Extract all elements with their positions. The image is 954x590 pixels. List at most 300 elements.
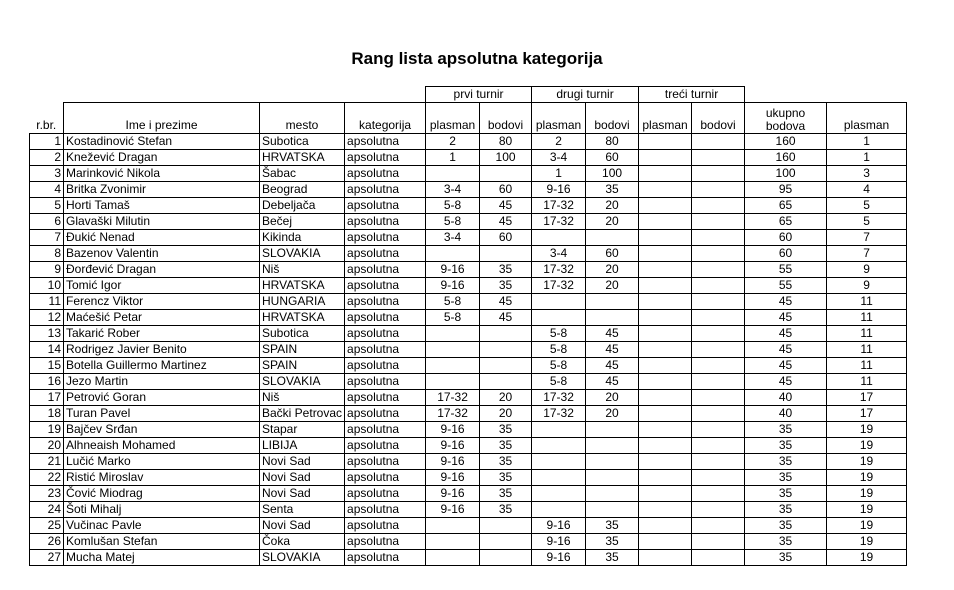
- player-category: apsolutna: [345, 310, 426, 326]
- row-number: 11: [30, 294, 64, 310]
- t2-points: 45: [586, 326, 639, 342]
- player-name: Ristić Miroslav: [64, 470, 260, 486]
- t2-points: [586, 422, 639, 438]
- player-city: HRVATSKA: [260, 310, 345, 326]
- t3-points: [692, 230, 745, 246]
- final-placement: 11: [827, 326, 907, 342]
- table-row: [30, 198, 907, 214]
- t2-placement: 5-8: [532, 326, 586, 342]
- player-category: apsolutna: [345, 326, 426, 342]
- t2-placement: [532, 486, 586, 502]
- total-points: 40: [745, 390, 827, 406]
- player-category: apsolutna: [345, 422, 426, 438]
- t3-placement: [639, 470, 692, 486]
- final-placement: 9: [827, 278, 907, 294]
- table-row: [30, 438, 907, 454]
- t1-points: [480, 550, 532, 566]
- t2-placement: 17-32: [532, 278, 586, 294]
- tournament-2-header: drugi turnir: [532, 87, 639, 103]
- player-city: Senta: [260, 502, 345, 518]
- total-points: 160: [745, 134, 827, 150]
- player-category: apsolutna: [345, 198, 426, 214]
- t1-points: 35: [480, 502, 532, 518]
- player-category: apsolutna: [345, 470, 426, 486]
- player-name: Maćešić Petar: [64, 310, 260, 326]
- player-city: SPAIN: [260, 342, 345, 358]
- player-city: SPAIN: [260, 358, 345, 374]
- player-city: Subotica: [260, 134, 345, 150]
- t2-placement: 17-32: [532, 390, 586, 406]
- row-number: 16: [30, 374, 64, 390]
- player-name: Rodrigez Javier Benito: [64, 342, 260, 358]
- player-name: Marinković Nikola: [64, 166, 260, 182]
- t3-placement: [639, 230, 692, 246]
- player-name: Ferencz Viktor: [64, 294, 260, 310]
- t3-points: [692, 310, 745, 326]
- t1-placement: 9-16: [426, 262, 480, 278]
- player-city: Niš: [260, 262, 345, 278]
- t3-points: [692, 294, 745, 310]
- t1-placement: [426, 358, 480, 374]
- t2-points: 60: [586, 150, 639, 166]
- total-points: 45: [745, 326, 827, 342]
- total-points: 60: [745, 230, 827, 246]
- t3-points: [692, 502, 745, 518]
- tournament-1-header: prvi turnir: [426, 87, 532, 103]
- table-row: [30, 358, 907, 374]
- t2-points: 20: [586, 198, 639, 214]
- row-number: 3: [30, 166, 64, 182]
- player-city: Niš: [260, 390, 345, 406]
- t1-points: 35: [480, 262, 532, 278]
- t1-placement: 17-32: [426, 406, 480, 422]
- player-name: Kostadinović Stefan: [64, 134, 260, 150]
- player-city: Debeljača: [260, 198, 345, 214]
- table-row: [30, 342, 907, 358]
- t1-points: 35: [480, 454, 532, 470]
- total-points: 45: [745, 374, 827, 390]
- t3-placement: [639, 454, 692, 470]
- total-points: 60: [745, 246, 827, 262]
- player-category: apsolutna: [345, 550, 426, 566]
- player-category: apsolutna: [345, 150, 426, 166]
- t3-placement: [639, 486, 692, 502]
- t1-placement: 5-8: [426, 310, 480, 326]
- total-points: 95: [745, 182, 827, 198]
- player-category: apsolutna: [345, 406, 426, 422]
- t2-points: [586, 454, 639, 470]
- player-name: Takarić Rober: [64, 326, 260, 342]
- player-city: Šabac: [260, 166, 345, 182]
- t3-points: [692, 150, 745, 166]
- player-city: LIBIJA: [260, 438, 345, 454]
- table-row: [30, 390, 907, 406]
- total-points: 35: [745, 470, 827, 486]
- player-name: Turan Pavel: [64, 406, 260, 422]
- player-city: Subotica: [260, 326, 345, 342]
- player-city: HRVATSKA: [260, 278, 345, 294]
- player-city: SLOVAKIA: [260, 374, 345, 390]
- player-category: apsolutna: [345, 502, 426, 518]
- t1-points: 35: [480, 486, 532, 502]
- t3-points: [692, 454, 745, 470]
- player-city: Novi Sad: [260, 470, 345, 486]
- t1-points: [480, 358, 532, 374]
- t3-placement: [639, 150, 692, 166]
- table-row: [30, 294, 907, 310]
- final-placement: 1: [827, 150, 907, 166]
- player-category: apsolutna: [345, 374, 426, 390]
- final-placement: 7: [827, 230, 907, 246]
- row-number: 6: [30, 214, 64, 230]
- t1-placement: 9-16: [426, 438, 480, 454]
- final-placement: 19: [827, 518, 907, 534]
- total-header: ukupno bodova: [745, 103, 827, 134]
- t2-points: 45: [586, 358, 639, 374]
- player-name: Jezo Martin: [64, 374, 260, 390]
- row-number: 15: [30, 358, 64, 374]
- t3-placement: [639, 534, 692, 550]
- player-category: apsolutna: [345, 454, 426, 470]
- t1-placement: 5-8: [426, 294, 480, 310]
- player-name: Komlušan Stefan: [64, 534, 260, 550]
- final-placement: 19: [827, 454, 907, 470]
- t1-placement: 5-8: [426, 214, 480, 230]
- t2-placement: 17-32: [532, 406, 586, 422]
- t2-points: 20: [586, 262, 639, 278]
- t3-points: [692, 214, 745, 230]
- table-row: [30, 502, 907, 518]
- t1-points-header: bodovi: [480, 103, 532, 134]
- t2-points: 45: [586, 342, 639, 358]
- t2-points: 80: [586, 134, 639, 150]
- row-number: 7: [30, 230, 64, 246]
- total-points: 65: [745, 198, 827, 214]
- t1-placement: [426, 246, 480, 262]
- total-points: 45: [745, 310, 827, 326]
- player-name: Mucha Matej: [64, 550, 260, 566]
- player-name: Petrović Goran: [64, 390, 260, 406]
- t1-points: 35: [480, 278, 532, 294]
- final-placement: 19: [827, 438, 907, 454]
- t2-placement: [532, 422, 586, 438]
- player-category: apsolutna: [345, 518, 426, 534]
- name-header: Ime i prezime: [64, 103, 260, 134]
- row-number: 21: [30, 454, 64, 470]
- player-city: HUNGARIA: [260, 294, 345, 310]
- t2-points: [586, 230, 639, 246]
- t3-points: [692, 390, 745, 406]
- t3-points: [692, 198, 745, 214]
- t1-placement: 9-16: [426, 486, 480, 502]
- ranking-table: [29, 86, 907, 566]
- row-number: 10: [30, 278, 64, 294]
- t1-points: 80: [480, 134, 532, 150]
- t1-placement: 9-16: [426, 470, 480, 486]
- t2-placement: [532, 230, 586, 246]
- player-category: apsolutna: [345, 230, 426, 246]
- player-name: Horti Tamaš: [64, 198, 260, 214]
- row-number: 18: [30, 406, 64, 422]
- page-title: Rang lista apsolutna kategorija: [351, 49, 603, 68]
- table-row: [30, 278, 907, 294]
- player-name: Botella Guillermo Martinez: [64, 358, 260, 374]
- total-points: 160: [745, 150, 827, 166]
- t3-placement: [639, 198, 692, 214]
- t3-points: [692, 326, 745, 342]
- t1-points: 45: [480, 310, 532, 326]
- t3-points: [692, 134, 745, 150]
- t1-points: 20: [480, 406, 532, 422]
- t3-placement: [639, 214, 692, 230]
- t3-points: [692, 470, 745, 486]
- table-row: [30, 534, 907, 550]
- total-points: 35: [745, 422, 827, 438]
- total-points: 55: [745, 262, 827, 278]
- t3-placement: [639, 358, 692, 374]
- t2-placement: 9-16: [532, 550, 586, 566]
- row-number: 19: [30, 422, 64, 438]
- t2-placement: [532, 470, 586, 486]
- row-number: 2: [30, 150, 64, 166]
- player-category: apsolutna: [345, 278, 426, 294]
- player-name: Britka Zvonimir: [64, 182, 260, 198]
- t3-placement: [639, 438, 692, 454]
- t2-points: 100: [586, 166, 639, 182]
- t2-points: 35: [586, 550, 639, 566]
- table-row: [30, 518, 907, 534]
- t2-placement: [532, 310, 586, 326]
- t3-points: [692, 166, 745, 182]
- t3-placement: [639, 406, 692, 422]
- total-points: 35: [745, 438, 827, 454]
- t1-placement-header: plasman: [426, 103, 480, 134]
- final-placement: 11: [827, 342, 907, 358]
- t2-points-header: bodovi: [586, 103, 639, 134]
- t1-placement: [426, 550, 480, 566]
- player-city: Bečej: [260, 214, 345, 230]
- t1-placement: 9-16: [426, 422, 480, 438]
- final-placement: 3: [827, 166, 907, 182]
- t3-points: [692, 278, 745, 294]
- final-placement: 17: [827, 406, 907, 422]
- t2-placement: 17-32: [532, 214, 586, 230]
- t1-points: 45: [480, 214, 532, 230]
- player-category: apsolutna: [345, 534, 426, 550]
- t3-points: [692, 534, 745, 550]
- final-placement: 11: [827, 358, 907, 374]
- t2-placement: 3-4: [532, 246, 586, 262]
- row-number: 22: [30, 470, 64, 486]
- player-name: Knežević Dragan: [64, 150, 260, 166]
- t3-points: [692, 486, 745, 502]
- t2-placement: 5-8: [532, 374, 586, 390]
- player-city: Stapar: [260, 422, 345, 438]
- player-name: Bazenov Valentin: [64, 246, 260, 262]
- t3-placement: [639, 278, 692, 294]
- t1-placement: 1: [426, 150, 480, 166]
- t1-points: [480, 518, 532, 534]
- table-row: [30, 470, 907, 486]
- player-city: Beograd: [260, 182, 345, 198]
- table-row: [30, 550, 907, 566]
- t3-placement: [639, 310, 692, 326]
- total-points: 100: [745, 166, 827, 182]
- table-row: [30, 454, 907, 470]
- total-points: 35: [745, 550, 827, 566]
- t2-points: 20: [586, 390, 639, 406]
- t2-points: [586, 470, 639, 486]
- t2-placement: 5-8: [532, 342, 586, 358]
- player-name: Đukić Nenad: [64, 230, 260, 246]
- row-number: 5: [30, 198, 64, 214]
- t3-placement-header: plasman: [639, 103, 692, 134]
- final-placement: 19: [827, 534, 907, 550]
- t2-points: 20: [586, 278, 639, 294]
- player-name: Đorđević Dragan: [64, 262, 260, 278]
- row-number: 1: [30, 134, 64, 150]
- t2-points: 20: [586, 214, 639, 230]
- final-placement-header: plasman: [827, 103, 907, 134]
- t2-points: 35: [586, 182, 639, 198]
- t2-placement: 9-16: [532, 182, 586, 198]
- t1-placement: 9-16: [426, 454, 480, 470]
- total-points: 45: [745, 342, 827, 358]
- total-points: 35: [745, 502, 827, 518]
- t3-points: [692, 358, 745, 374]
- player-name: Vučinac Pavle: [64, 518, 260, 534]
- tournament-header-row: [30, 87, 907, 103]
- table-row: [30, 262, 907, 278]
- t2-points: 45: [586, 374, 639, 390]
- t1-placement: 5-8: [426, 198, 480, 214]
- t3-placement: [639, 374, 692, 390]
- t3-placement: [639, 550, 692, 566]
- t1-points: [480, 534, 532, 550]
- t3-placement: [639, 294, 692, 310]
- table-row: [30, 134, 907, 150]
- final-placement: 11: [827, 374, 907, 390]
- row-number: 8: [30, 246, 64, 262]
- final-placement: 9: [827, 262, 907, 278]
- t3-placement: [639, 262, 692, 278]
- t2-points: [586, 438, 639, 454]
- t1-placement: 9-16: [426, 278, 480, 294]
- player-city: SLOVAKIA: [260, 246, 345, 262]
- final-placement: 5: [827, 198, 907, 214]
- t2-placement-header: plasman: [532, 103, 586, 134]
- player-name: Glavaški Milutin: [64, 214, 260, 230]
- table-row: [30, 374, 907, 390]
- player-name: Alhneaish Mohamed: [64, 438, 260, 454]
- t1-points: [480, 326, 532, 342]
- player-name: Čović Miodrag: [64, 486, 260, 502]
- rbr-header: r.br.: [30, 103, 64, 134]
- t1-placement: [426, 166, 480, 182]
- t2-placement: 5-8: [532, 358, 586, 374]
- t1-points: 35: [480, 422, 532, 438]
- row-number: 12: [30, 310, 64, 326]
- t1-points: 35: [480, 470, 532, 486]
- final-placement: 7: [827, 246, 907, 262]
- row-number: 13: [30, 326, 64, 342]
- final-placement: 19: [827, 422, 907, 438]
- t3-points-header: bodovi: [692, 103, 745, 134]
- final-placement: 19: [827, 502, 907, 518]
- t2-placement: 9-16: [532, 518, 586, 534]
- t3-points: [692, 262, 745, 278]
- t3-points: [692, 342, 745, 358]
- t1-points: 45: [480, 294, 532, 310]
- table-row: [30, 246, 907, 262]
- total-points: 65: [745, 214, 827, 230]
- t2-points: [586, 502, 639, 518]
- t1-points: 100: [480, 150, 532, 166]
- t1-points: [480, 374, 532, 390]
- total-points: 45: [745, 294, 827, 310]
- t1-points: [480, 342, 532, 358]
- player-city: HRVATSKA: [260, 150, 345, 166]
- total-points: 40: [745, 406, 827, 422]
- player-category: apsolutna: [345, 246, 426, 262]
- t3-points: [692, 182, 745, 198]
- t2-placement: [532, 454, 586, 470]
- t3-points: [692, 246, 745, 262]
- t3-placement: [639, 246, 692, 262]
- t1-placement: 3-4: [426, 230, 480, 246]
- t3-placement: [639, 422, 692, 438]
- t2-points: [586, 294, 639, 310]
- table-row: [30, 166, 907, 182]
- player-city: Kikinda: [260, 230, 345, 246]
- t2-placement: [532, 294, 586, 310]
- t2-placement: 1: [532, 166, 586, 182]
- player-city: Čoka: [260, 534, 345, 550]
- t1-placement: [426, 534, 480, 550]
- t1-points: 60: [480, 230, 532, 246]
- row-number: 14: [30, 342, 64, 358]
- t1-placement: 3-4: [426, 182, 480, 198]
- city-header: mesto: [260, 103, 345, 134]
- t2-placement: 3-4: [532, 150, 586, 166]
- t1-placement: 17-32: [426, 390, 480, 406]
- category-header: kategorija: [345, 103, 426, 134]
- t3-placement: [639, 326, 692, 342]
- player-name: Bajčev Srđan: [64, 422, 260, 438]
- table-row: [30, 150, 907, 166]
- row-number: 20: [30, 438, 64, 454]
- row-number: 26: [30, 534, 64, 550]
- row-number: 27: [30, 550, 64, 566]
- player-category: apsolutna: [345, 342, 426, 358]
- player-city: Novi Sad: [260, 486, 345, 502]
- player-name: Tomić Igor: [64, 278, 260, 294]
- player-city: Novi Sad: [260, 518, 345, 534]
- t1-points: [480, 166, 532, 182]
- t1-placement: [426, 342, 480, 358]
- tournament-3-header: treći turnir: [639, 87, 745, 103]
- t3-placement: [639, 390, 692, 406]
- final-placement: 17: [827, 390, 907, 406]
- total-points: 35: [745, 518, 827, 534]
- player-city: SLOVAKIA: [260, 550, 345, 566]
- table-row: [30, 214, 907, 230]
- column-header-row: [30, 103, 907, 134]
- t2-points: 20: [586, 406, 639, 422]
- t2-points: 60: [586, 246, 639, 262]
- t3-points: [692, 550, 745, 566]
- t2-points: [586, 486, 639, 502]
